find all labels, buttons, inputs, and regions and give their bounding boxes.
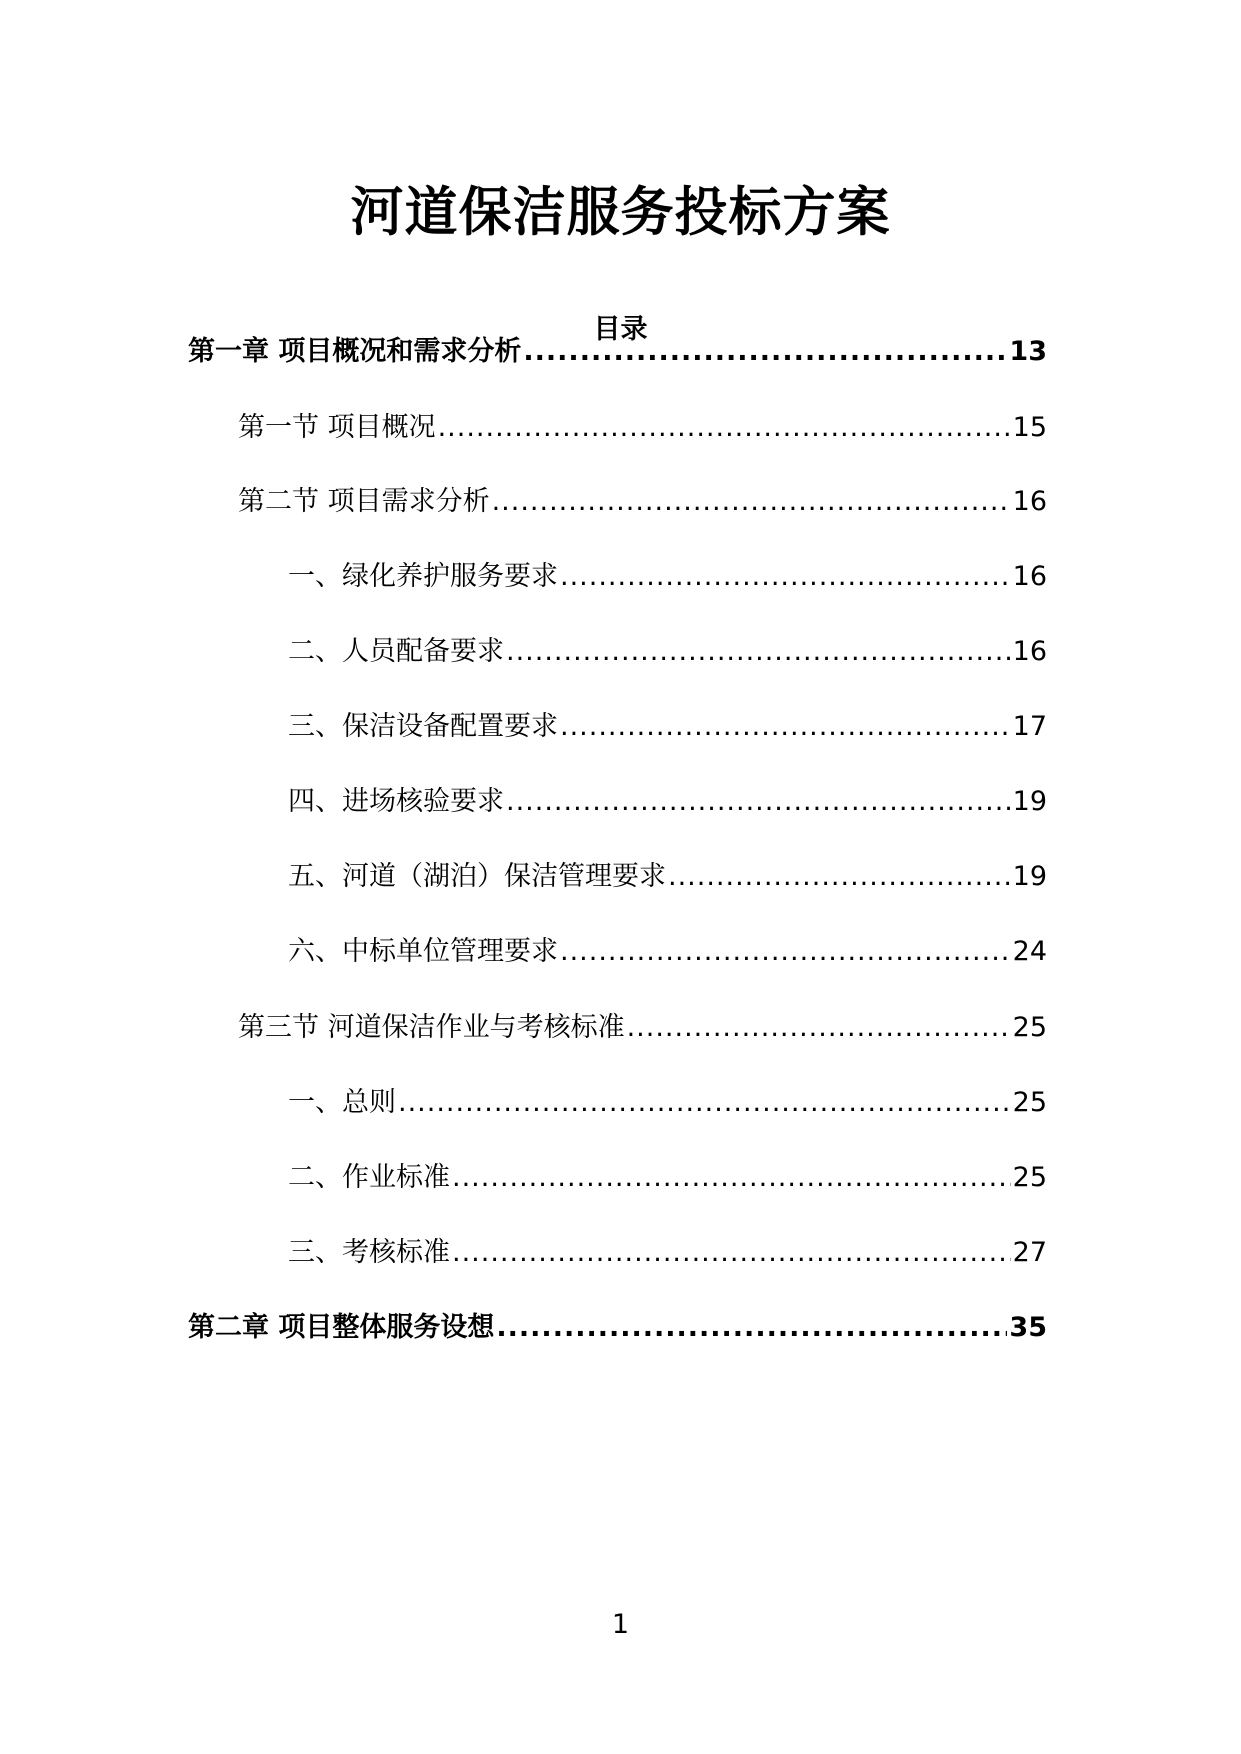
toc-leader-dots: [506, 782, 1011, 822]
toc-entry-section-1-1[interactable]: [238, 408, 1047, 448]
toc-leader-dots: [398, 1083, 1011, 1123]
toc-entry-label: 四、进场核验要求: [288, 786, 504, 817]
toc-entry-item-1-2-6[interactable]: [288, 932, 1047, 972]
toc-entry-label: 第一节 项目概况: [238, 412, 436, 443]
toc-entry-item-1-2-1[interactable]: [288, 557, 1047, 597]
toc-leader-dots: [438, 408, 1011, 448]
toc-entry-page: 13: [1009, 336, 1047, 367]
toc-entry-section-1-2[interactable]: [238, 482, 1047, 522]
toc-entry-label: 二、作业标准: [288, 1162, 450, 1193]
toc-entry-label: 第二节 项目需求分析: [238, 486, 490, 517]
toc-entry-page: 25: [1012, 1012, 1047, 1043]
toc-leader-dots: [668, 857, 1011, 897]
toc-leader-dots: [452, 1233, 1011, 1273]
page-number: 1: [611, 1609, 630, 1640]
toc-leader-dots: [560, 557, 1011, 597]
toc-entry-label: 一、绿化养护服务要求: [288, 561, 558, 592]
toc-entry-label: 六、中标单位管理要求: [288, 936, 558, 967]
toc-entry-item-1-3-2[interactable]: [288, 1158, 1047, 1198]
toc-entry-item-1-2-5[interactable]: [288, 857, 1047, 897]
toc-entry-page: 35: [1009, 1312, 1047, 1343]
toc-heading: 目录: [593, 314, 648, 345]
toc-leader-dots: [506, 632, 1011, 672]
toc-entry-item-1-2-4[interactable]: [288, 782, 1047, 822]
toc-leader-dots: [452, 1158, 1011, 1198]
toc-leader-dots: [560, 707, 1011, 747]
toc-entry-label: 五、河道（湖泊）保洁管理要求: [288, 861, 666, 892]
toc-leader-dots: [496, 1308, 1007, 1348]
toc-entry-page: 16: [1012, 636, 1047, 667]
toc-leader-dots: [523, 332, 1007, 372]
toc-entry-page: 16: [1012, 486, 1047, 517]
toc-leader-dots: [560, 932, 1011, 972]
toc-entry-page: 19: [1012, 786, 1047, 817]
toc-entry-item-1-3-1[interactable]: [288, 1083, 1047, 1123]
toc-entry-label: 第一章 项目概况和需求分析: [188, 336, 522, 367]
toc-entry-label: 一、总则: [288, 1087, 396, 1118]
toc-entry-label: 三、保洁设备配置要求: [288, 711, 558, 742]
toc-entry-item-1-2-3[interactable]: [288, 707, 1047, 747]
toc-leader-dots: [492, 482, 1011, 522]
toc-entry-section-1-3[interactable]: [238, 1008, 1047, 1048]
document-title: 河道保洁服务投标方案: [350, 182, 891, 243]
toc-entry-item-1-3-3[interactable]: [288, 1233, 1047, 1273]
toc-entry-page: 25: [1012, 1162, 1047, 1193]
toc-entry-chapter-1[interactable]: [188, 332, 1047, 372]
toc-entry-label: 二、人员配备要求: [288, 636, 504, 667]
toc-entry-page: 15: [1012, 412, 1047, 443]
toc-entry-page: 19: [1012, 861, 1047, 892]
toc-entry-page: 16: [1012, 561, 1047, 592]
toc-entry-page: 25: [1012, 1087, 1047, 1118]
toc-entry-page: 24: [1012, 936, 1047, 967]
toc-entry-label: 第二章 项目整体服务设想: [188, 1312, 495, 1343]
toc-leader-dots: [627, 1008, 1011, 1048]
toc-entry-page: 17: [1012, 711, 1047, 742]
toc-entry-item-1-2-2[interactable]: [288, 632, 1047, 672]
toc-entry-chapter-2[interactable]: [188, 1308, 1047, 1348]
toc-entry-label: 三、考核标准: [288, 1237, 450, 1268]
toc-entry-page: 27: [1012, 1237, 1047, 1268]
toc-entry-label: 第三节 河道保洁作业与考核标准: [238, 1012, 625, 1043]
